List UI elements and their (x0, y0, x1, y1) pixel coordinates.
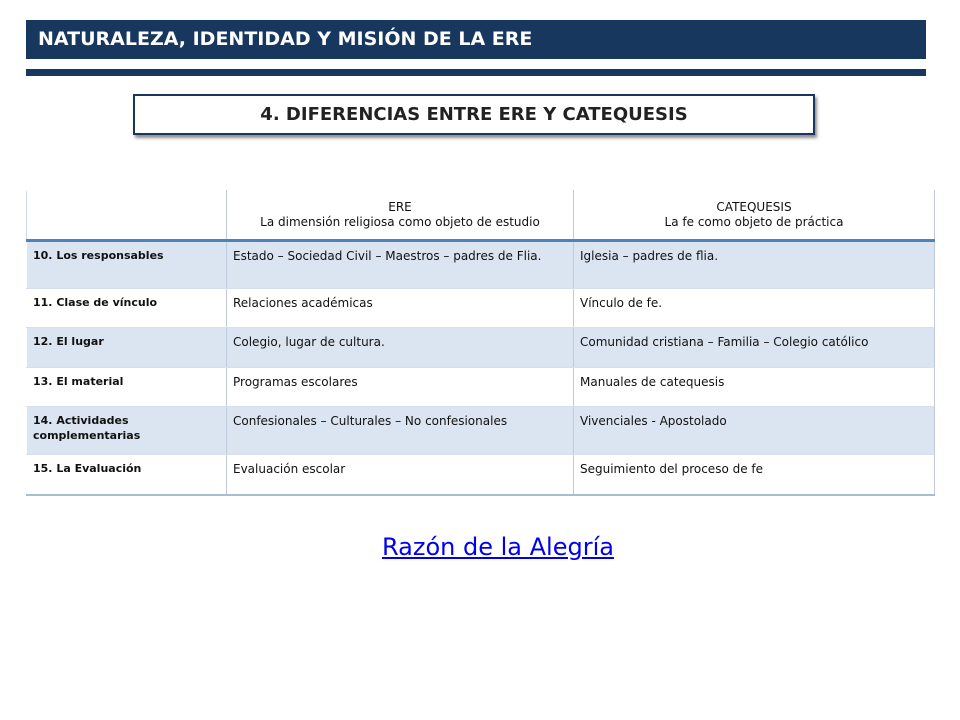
ere-cell: Programas escolares (227, 368, 574, 407)
catequesis-cell: Vivenciales - Apostolado (574, 407, 935, 455)
catequesis-cell: Comunidad cristiana – Familia – Colegio católico (574, 328, 935, 368)
catequesis-cell: Seguimiento del proceso de fe (574, 455, 935, 495)
row-label: 10. Los responsables (27, 241, 227, 289)
column-header-catequesis (574, 191, 935, 241)
slide-title: NATURALEZA, IDENTIDAD Y MISIÓN DE LA ERE (26, 20, 926, 59)
row-label: 12. El lugar (27, 328, 227, 368)
table-row (27, 407, 935, 455)
ere-cell: Relaciones académicas (227, 289, 574, 328)
table-row (27, 368, 935, 407)
column-subtitle: La fe como objeto de práctica (664, 215, 844, 229)
row-label: 13. El material (27, 368, 227, 407)
column-header-ere (227, 191, 574, 241)
catequesis-cell: Vínculo de fe. (574, 289, 935, 328)
table-row (27, 241, 935, 289)
ere-cell: Colegio, lugar de cultura. (227, 328, 574, 368)
column-title: CATEQUESIS (716, 200, 792, 214)
row-label: 14. Actividades complementarias (27, 407, 227, 455)
table-header-row (27, 191, 935, 241)
table-corner-cell (27, 191, 227, 241)
ere-cell: Estado – Sociedad Civil – Maestros – padres de Flia. (227, 241, 574, 289)
ere-cell: Evaluación escolar (227, 455, 574, 495)
title-underline-bar (26, 69, 926, 76)
ere-cell: Confesionales – Culturales – No confesionales (227, 407, 574, 455)
row-label: 15. La Evaluación (27, 455, 227, 495)
table-row (27, 455, 935, 495)
catequesis-cell: Iglesia – padres de flia. (574, 241, 935, 289)
catequesis-cell: Manuales de catequesis (574, 368, 935, 407)
section-subtitle: 4. DIFERENCIAS ENTRE ERE Y CATEQUESIS (133, 94, 815, 135)
table-row (27, 328, 935, 368)
column-title: ERE (388, 200, 412, 214)
column-subtitle: La dimensión religiosa como objeto de estudio (260, 215, 540, 229)
comparison-table (26, 190, 935, 496)
row-label: 11. Clase de vínculo (27, 289, 227, 328)
table-row (27, 289, 935, 328)
razon-alegria-link[interactable]: Razón de la Alegría (382, 533, 614, 561)
